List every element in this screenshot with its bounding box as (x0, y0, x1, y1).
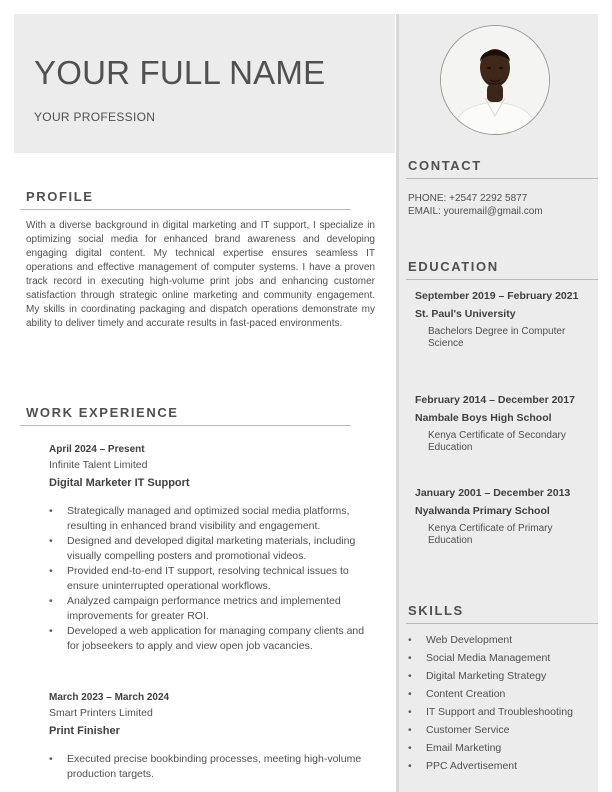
skill-item: • Digital Marketing Strategy (408, 669, 573, 687)
contact-email: EMAIL: youremail@gmail.com (408, 206, 543, 217)
job-bullet: • Designed and developed digital marketing materials, including visually compelling posters and promotional videos. (49, 534, 377, 564)
job-entry (49, 444, 377, 654)
job-company: Infinite Talent Limited (49, 459, 148, 471)
contact-phone: PHONE: +2547 2292 5877 (408, 193, 528, 204)
full-name: YOUR FULL NAME (34, 54, 326, 91)
job-bullet: • Strategically managed and optimized social media platforms, resulting in enhanced brand visibility and engagement. (49, 504, 377, 534)
education-item (415, 487, 593, 547)
sidebar-divider (396, 14, 399, 792)
contact-heading: CONTACT (408, 158, 482, 173)
education-item (415, 394, 593, 454)
job-bullets (49, 504, 377, 654)
job-entry (49, 692, 377, 782)
job-title: Print Finisher (49, 725, 120, 737)
skills-list (408, 633, 573, 777)
profile-photo (440, 25, 550, 135)
education-item (415, 290, 593, 350)
contact-rule (406, 178, 598, 179)
job-date: April 2024 – Present (49, 444, 145, 455)
job-company: Smart Printers Limited (49, 707, 153, 719)
job-bullets (49, 752, 377, 782)
education-degree: Kenya Certificate of Secondary Education (428, 430, 566, 453)
skill-item: • Email Marketing (408, 741, 573, 759)
profile-rule (20, 209, 351, 210)
education-school: Nambale Boys High School (415, 412, 552, 424)
education-date: January 2001 – December 2013 (415, 487, 571, 499)
skill-item: • Web Development (408, 633, 573, 651)
person-avatar-icon (441, 26, 549, 134)
skill-item: • IT Support and Troubleshooting (408, 705, 573, 723)
job-date: March 2023 – March 2024 (49, 692, 170, 703)
job-bullet: • Analyzed campaign performance metrics and implemented improvements for greater ROI. (49, 594, 377, 624)
work-experience-heading: WORK EXPERIENCE (26, 405, 179, 420)
profession: YOUR PROFESSION (34, 110, 156, 124)
education-school: Nyalwanda Primary School (415, 505, 550, 517)
skill-item: • Social Media Management (408, 651, 573, 669)
skill-item: • PPC Advertisement (408, 759, 573, 777)
work-experience-rule (20, 425, 351, 426)
job-bullet: • Executed precise bookbinding processes, meeting high-volume production targets. (49, 752, 377, 782)
education-date: February 2014 – December 2017 (415, 394, 575, 406)
skills-rule (406, 623, 598, 624)
job-title: Digital Marketer IT Support (49, 477, 190, 489)
profile-heading: PROFILE (26, 189, 94, 204)
skills-heading: SKILLS (408, 603, 464, 618)
job-bullet: • Developed a web application for managing company clients and for jobseekers to apply and view open job vacancies. (49, 624, 377, 654)
education-degree: Bachelors Degree in Computer Science (428, 326, 566, 349)
education-rule (406, 279, 598, 280)
profile-summary: With a diverse background in digital marketing and IT support, I specialize in optimizing social media for enhanced brand awareness and developing engaging digital content. My technical expertise ensures seamless IT operations and effective management of computer systems. I have a proven track record in executing high-volume print jobs and enhancing customer satisfaction through strategic online marketing and community engagement. My skills in coordinating packaging and dispatch operations demonstrate my ability to deliver timely and accurate results in fast-paced environments. (26, 220, 375, 329)
job-bullet: • Provided end-to-end IT support, resolving technical issues to ensure uninterrupted operational workflows. (49, 564, 377, 594)
education-school: St. Paul's University (415, 308, 516, 320)
skill-item: • Customer Service (408, 723, 573, 741)
skill-item: • Content Creation (408, 687, 573, 705)
education-heading: EDUCATION (408, 259, 499, 274)
education-degree: Kenya Certificate of Primary Education (428, 523, 553, 546)
education-date: September 2019 – February 2021 (415, 290, 579, 302)
